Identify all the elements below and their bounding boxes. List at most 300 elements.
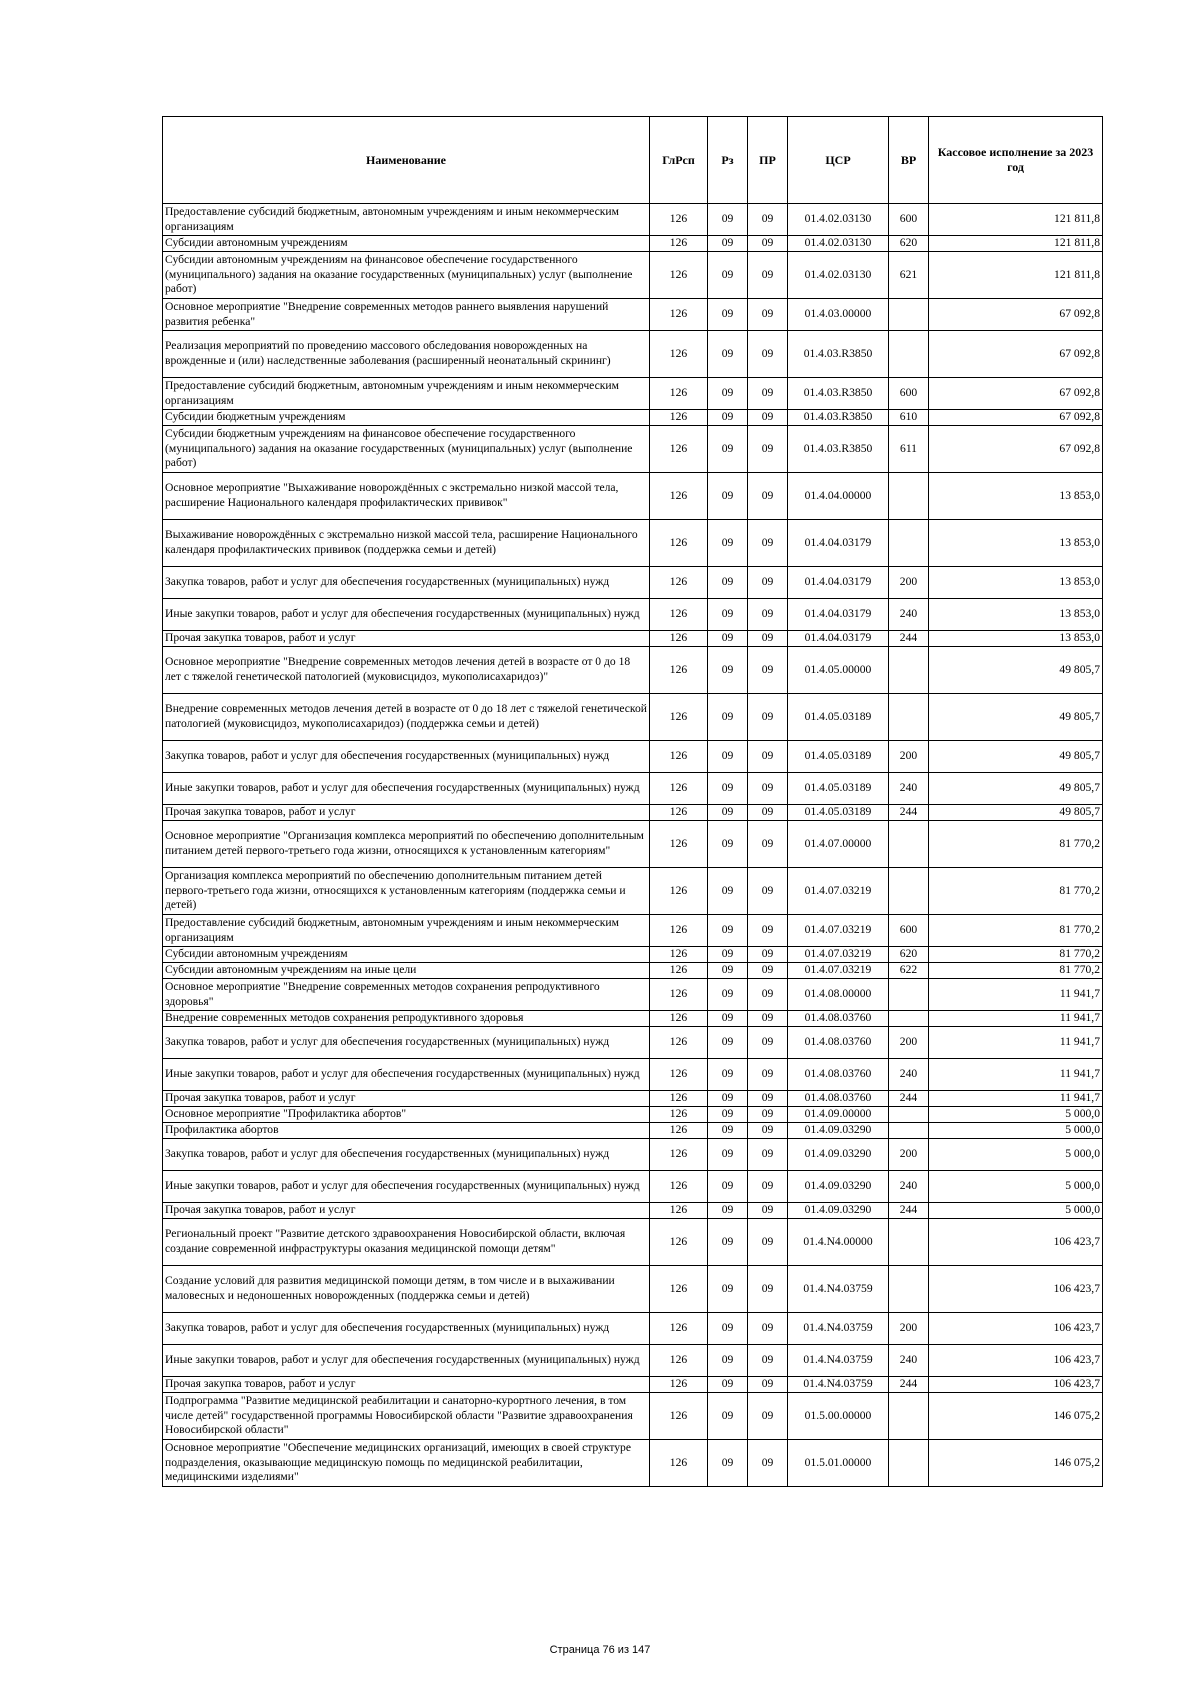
table-row <box>163 410 1103 426</box>
row-vr <box>889 1393 929 1440</box>
table-row <box>163 1440 1103 1487</box>
row-vr: 200 <box>889 1313 929 1345</box>
row-rz: 09 <box>708 868 748 915</box>
row-rz: 09 <box>708 1171 748 1203</box>
header-csr: ЦСР <box>788 117 889 204</box>
row-vr: 610 <box>889 410 929 426</box>
row-csr: 01.4.05.03189 <box>788 741 889 773</box>
row-glrsp: 126 <box>650 1059 708 1091</box>
table-row <box>163 236 1103 252</box>
row-glrsp: 126 <box>650 299 708 331</box>
row-rz: 09 <box>708 1091 748 1107</box>
row-glrsp: 126 <box>650 1171 708 1203</box>
row-pr: 09 <box>748 947 788 963</box>
row-pr: 09 <box>748 378 788 410</box>
row-rz: 09 <box>708 773 748 805</box>
row-amount: 121 811,8 <box>929 236 1103 252</box>
table-row <box>163 567 1103 599</box>
row-rz: 09 <box>708 1219 748 1266</box>
row-pr: 09 <box>748 1011 788 1027</box>
table-row <box>163 1107 1103 1123</box>
row-vr <box>889 694 929 741</box>
row-rz: 09 <box>708 236 748 252</box>
row-glrsp: 126 <box>650 410 708 426</box>
row-rz: 09 <box>708 647 748 694</box>
table-row <box>163 299 1103 331</box>
row-pr: 09 <box>748 915 788 947</box>
row-pr: 09 <box>748 236 788 252</box>
row-csr: 01.4.03.00000 <box>788 299 889 331</box>
row-name: Прочая закупка товаров, работ и услуг <box>163 1091 650 1107</box>
row-glrsp: 126 <box>650 1091 708 1107</box>
row-csr: 01.4.07.03219 <box>788 947 889 963</box>
header-glrsp: ГлРсп <box>650 117 708 204</box>
row-csr: 01.4.N4.03759 <box>788 1313 889 1345</box>
row-csr: 01.4.N4.03759 <box>788 1377 889 1393</box>
row-vr <box>889 520 929 567</box>
row-csr: 01.4.08.03760 <box>788 1011 889 1027</box>
row-vr: 240 <box>889 599 929 631</box>
table-row <box>163 599 1103 631</box>
row-vr: 244 <box>889 631 929 647</box>
row-amount: 106 423,7 <box>929 1345 1103 1377</box>
row-name: Закупка товаров, работ и услуг для обеспечения государственных (муниципальных) нужд <box>163 741 650 773</box>
row-pr: 09 <box>748 1123 788 1139</box>
row-name: Субсидии автономным учреждениям на иные цели <box>163 963 650 979</box>
table-row <box>163 694 1103 741</box>
row-pr: 09 <box>748 1377 788 1393</box>
table-row <box>163 1393 1103 1440</box>
row-rz: 09 <box>708 426 748 473</box>
row-csr: 01.4.08.03760 <box>788 1091 889 1107</box>
row-pr: 09 <box>748 426 788 473</box>
row-glrsp: 126 <box>650 1107 708 1123</box>
row-pr: 09 <box>748 1313 788 1345</box>
row-vr <box>889 299 929 331</box>
row-csr: 01.4.02.03130 <box>788 236 889 252</box>
row-pr: 09 <box>748 1393 788 1440</box>
row-name: Субсидии автономным учреждениям на финансовое обеспечение государственного (муниципального) задания на оказание государственных (муниципальных) услуг (выполнение работ) <box>163 252 650 299</box>
row-glrsp: 126 <box>650 631 708 647</box>
row-rz: 09 <box>708 915 748 947</box>
row-amount: 67 092,8 <box>929 426 1103 473</box>
row-rz: 09 <box>708 694 748 741</box>
row-glrsp: 126 <box>650 1139 708 1171</box>
row-csr: 01.4.05.03189 <box>788 694 889 741</box>
row-csr: 01.4.05.00000 <box>788 647 889 694</box>
row-rz: 09 <box>708 1313 748 1345</box>
table-row <box>163 1266 1103 1313</box>
table-row <box>163 915 1103 947</box>
row-vr: 244 <box>889 1203 929 1219</box>
row-glrsp: 126 <box>650 1011 708 1027</box>
table-row <box>163 821 1103 868</box>
row-csr: 01.4.N4.03759 <box>788 1266 889 1313</box>
row-glrsp: 126 <box>650 236 708 252</box>
table-row <box>163 1345 1103 1377</box>
row-vr <box>889 473 929 520</box>
row-amount: 81 770,2 <box>929 963 1103 979</box>
budget-table <box>162 116 1103 1487</box>
row-glrsp: 126 <box>650 1203 708 1219</box>
row-rz: 09 <box>708 1377 748 1393</box>
header-vr: ВР <box>889 117 929 204</box>
row-csr: 01.4.07.03219 <box>788 915 889 947</box>
row-glrsp: 126 <box>650 1313 708 1345</box>
table-header-row <box>163 117 1103 204</box>
row-name: Субсидии автономным учреждениям <box>163 947 650 963</box>
row-csr: 01.4.04.03179 <box>788 567 889 599</box>
row-pr: 09 <box>748 631 788 647</box>
row-vr: 244 <box>889 805 929 821</box>
row-vr <box>889 979 929 1011</box>
row-name: Закупка товаров, работ и услуг для обеспечения государственных (муниципальных) нужд <box>163 1027 650 1059</box>
row-name: Прочая закупка товаров, работ и услуг <box>163 1377 650 1393</box>
row-vr: 621 <box>889 252 929 299</box>
row-name: Прочая закупка товаров, работ и услуг <box>163 631 650 647</box>
row-name: Субсидии бюджетным учреждениям <box>163 410 650 426</box>
row-glrsp: 126 <box>650 426 708 473</box>
row-amount: 13 853,0 <box>929 631 1103 647</box>
table-row <box>163 1139 1103 1171</box>
row-glrsp: 126 <box>650 979 708 1011</box>
row-rz: 09 <box>708 963 748 979</box>
row-csr: 01.4.07.03219 <box>788 868 889 915</box>
row-csr: 01.4.03.R3850 <box>788 410 889 426</box>
table-row <box>163 1171 1103 1203</box>
row-amount: 11 941,7 <box>929 1011 1103 1027</box>
table-row <box>163 979 1103 1011</box>
table-row <box>163 1027 1103 1059</box>
row-vr: 244 <box>889 1091 929 1107</box>
row-amount: 121 811,8 <box>929 204 1103 236</box>
row-rz: 09 <box>708 1266 748 1313</box>
row-amount: 81 770,2 <box>929 868 1103 915</box>
row-amount: 11 941,7 <box>929 1027 1103 1059</box>
row-pr: 09 <box>748 647 788 694</box>
row-vr: 240 <box>889 1171 929 1203</box>
row-rz: 09 <box>708 520 748 567</box>
row-pr: 09 <box>748 1059 788 1091</box>
row-csr: 01.4.07.00000 <box>788 821 889 868</box>
row-rz: 09 <box>708 1345 748 1377</box>
table-row <box>163 252 1103 299</box>
row-glrsp: 126 <box>650 741 708 773</box>
table-row <box>163 378 1103 410</box>
table-row <box>163 805 1103 821</box>
row-rz: 09 <box>708 1139 748 1171</box>
row-rz: 09 <box>708 1203 748 1219</box>
row-rz: 09 <box>708 299 748 331</box>
row-pr: 09 <box>748 1440 788 1487</box>
row-glrsp: 126 <box>650 1393 708 1440</box>
row-rz: 09 <box>708 1123 748 1139</box>
row-amount: 5 000,0 <box>929 1107 1103 1123</box>
row-csr: 01.4.02.03130 <box>788 204 889 236</box>
row-rz: 09 <box>708 204 748 236</box>
row-glrsp: 126 <box>650 599 708 631</box>
row-amount: 106 423,7 <box>929 1266 1103 1313</box>
row-rz: 09 <box>708 410 748 426</box>
row-rz: 09 <box>708 805 748 821</box>
table-row <box>163 1059 1103 1091</box>
row-pr: 09 <box>748 599 788 631</box>
row-pr: 09 <box>748 1266 788 1313</box>
row-pr: 09 <box>748 821 788 868</box>
row-vr <box>889 331 929 378</box>
row-vr: 600 <box>889 915 929 947</box>
row-csr: 01.4.N4.03759 <box>788 1345 889 1377</box>
row-glrsp: 126 <box>650 963 708 979</box>
row-rz: 09 <box>708 1107 748 1123</box>
row-amount: 49 805,7 <box>929 647 1103 694</box>
table-row <box>163 647 1103 694</box>
row-name: Предоставление субсидий бюджетным, автономным учреждениям и иным некоммерческим организациям <box>163 378 650 410</box>
row-amount: 67 092,8 <box>929 331 1103 378</box>
row-name: Внедрение современных методов сохранения репродуктивного здоровья <box>163 1011 650 1027</box>
table-row <box>163 1313 1103 1345</box>
row-csr: 01.4.04.00000 <box>788 473 889 520</box>
row-name: Иные закупки товаров, работ и услуг для обеспечения государственных (муниципальных) нужд <box>163 1171 650 1203</box>
row-name: Основное мероприятие "Организация комплекса мероприятий по обеспечению дополнительным питанием детей первого-третьего года жизни, относящихся к установленным категориям" <box>163 821 650 868</box>
row-rz: 09 <box>708 378 748 410</box>
row-amount: 106 423,7 <box>929 1219 1103 1266</box>
row-rz: 09 <box>708 821 748 868</box>
row-amount: 11 941,7 <box>929 979 1103 1011</box>
row-name: Реализация мероприятий по проведению массового обследования новорожденных на врожденные и (или) наследственные заболевания (расширенный неонатальный скрининг) <box>163 331 650 378</box>
row-glrsp: 126 <box>650 805 708 821</box>
row-amount: 13 853,0 <box>929 599 1103 631</box>
row-vr <box>889 1219 929 1266</box>
row-amount: 146 075,2 <box>929 1393 1103 1440</box>
table-row <box>163 1091 1103 1107</box>
row-amount: 13 853,0 <box>929 520 1103 567</box>
row-pr: 09 <box>748 805 788 821</box>
table-row <box>163 1219 1103 1266</box>
row-name: Основное мероприятие "Выхаживание новорождённых с экстремально низкой массой тела, расширение Национального календаря профилактических прививок" <box>163 473 650 520</box>
row-name: Основное мероприятие "Профилактика абортов" <box>163 1107 650 1123</box>
row-amount: 49 805,7 <box>929 741 1103 773</box>
row-amount: 67 092,8 <box>929 378 1103 410</box>
row-vr <box>889 1011 929 1027</box>
row-csr: 01.4.08.00000 <box>788 979 889 1011</box>
row-pr: 09 <box>748 1091 788 1107</box>
row-amount: 106 423,7 <box>929 1313 1103 1345</box>
row-vr <box>889 868 929 915</box>
row-pr: 09 <box>748 204 788 236</box>
row-glrsp: 126 <box>650 821 708 868</box>
row-vr: 240 <box>889 1059 929 1091</box>
row-name: Закупка товаров, работ и услуг для обеспечения государственных (муниципальных) нужд <box>163 567 650 599</box>
row-csr: 01.4.02.03130 <box>788 252 889 299</box>
row-rz: 09 <box>708 1440 748 1487</box>
row-name: Основное мероприятие "Обеспечение медицинских организаций, имеющих в своей структуре подразделения, оказывающие медицинскую помощь по медицинской реабилитации, медицинскими изделиями" <box>163 1440 650 1487</box>
row-glrsp: 126 <box>650 647 708 694</box>
row-glrsp: 126 <box>650 473 708 520</box>
row-vr: 600 <box>889 378 929 410</box>
row-vr <box>889 1107 929 1123</box>
table-row <box>163 773 1103 805</box>
row-rz: 09 <box>708 567 748 599</box>
row-name: Выхаживание новорождённых с экстремально низкой массой тела, расширение Национального календаря профилактических прививок (поддержка семьи и детей) <box>163 520 650 567</box>
row-glrsp: 126 <box>650 947 708 963</box>
row-name: Организация комплекса мероприятий по обеспечению дополнительным питанием детей первого-третьего года жизни, относящихся к установленным категориям (поддержка семьи и детей) <box>163 868 650 915</box>
row-glrsp: 126 <box>650 204 708 236</box>
table-row <box>163 473 1103 520</box>
row-vr <box>889 647 929 694</box>
row-pr: 09 <box>748 694 788 741</box>
row-pr: 09 <box>748 1219 788 1266</box>
row-glrsp: 126 <box>650 520 708 567</box>
row-rz: 09 <box>708 741 748 773</box>
row-name: Основное мероприятие "Внедрение современных методов лечения детей в возрасте от 0 до 18 лет с тяжелой генетической патологией (муковисцидоз, мукополисахаридоз)" <box>163 647 650 694</box>
table-row <box>163 520 1103 567</box>
row-name: Внедрение современных методов лечения детей в возрасте от 0 до 18 лет с тяжелой генетической патологией (муковисцидоз, мукополисахаридоз) (поддержка семьи и детей) <box>163 694 650 741</box>
row-pr: 09 <box>748 1203 788 1219</box>
row-amount: 49 805,7 <box>929 773 1103 805</box>
row-name: Предоставление субсидий бюджетным, автономным учреждениям и иным некоммерческим организациям <box>163 915 650 947</box>
row-csr: 01.4.09.03290 <box>788 1171 889 1203</box>
row-glrsp: 126 <box>650 1377 708 1393</box>
row-csr: 01.4.04.03179 <box>788 599 889 631</box>
row-rz: 09 <box>708 252 748 299</box>
row-glrsp: 126 <box>650 1219 708 1266</box>
row-csr: 01.4.08.03760 <box>788 1027 889 1059</box>
table-row <box>163 1377 1103 1393</box>
table-row <box>163 631 1103 647</box>
row-pr: 09 <box>748 410 788 426</box>
table-row <box>163 1011 1103 1027</box>
row-amount: 5 000,0 <box>929 1123 1103 1139</box>
row-csr: 01.5.00.00000 <box>788 1393 889 1440</box>
row-vr: 244 <box>889 1377 929 1393</box>
row-name: Основное мероприятие "Внедрение современных методов раннего выявления нарушений развития ребенка" <box>163 299 650 331</box>
row-pr: 09 <box>748 299 788 331</box>
row-glrsp: 126 <box>650 868 708 915</box>
row-vr <box>889 1266 929 1313</box>
table-body <box>163 204 1103 1487</box>
row-glrsp: 126 <box>650 252 708 299</box>
row-amount: 67 092,8 <box>929 299 1103 331</box>
row-name: Иные закупки товаров, работ и услуг для обеспечения государственных (муниципальных) нужд <box>163 773 650 805</box>
row-name: Прочая закупка товаров, работ и услуг <box>163 805 650 821</box>
row-vr <box>889 1440 929 1487</box>
row-csr: 01.4.09.00000 <box>788 1107 889 1123</box>
row-csr: 01.4.08.03760 <box>788 1059 889 1091</box>
row-csr: 01.4.04.03179 <box>788 631 889 647</box>
row-amount: 5 000,0 <box>929 1139 1103 1171</box>
table-row <box>163 426 1103 473</box>
row-rz: 09 <box>708 1393 748 1440</box>
row-rz: 09 <box>708 1059 748 1091</box>
row-amount: 121 811,8 <box>929 252 1103 299</box>
row-amount: 13 853,0 <box>929 567 1103 599</box>
row-amount: 81 770,2 <box>929 947 1103 963</box>
row-name: Закупка товаров, работ и услуг для обеспечения государственных (муниципальных) нужд <box>163 1313 650 1345</box>
row-glrsp: 126 <box>650 1123 708 1139</box>
row-csr: 01.5.01.00000 <box>788 1440 889 1487</box>
row-csr: 01.4.05.03189 <box>788 805 889 821</box>
table-row <box>163 1123 1103 1139</box>
row-amount: 13 853,0 <box>929 473 1103 520</box>
row-name: Региональный проект "Развитие детского здравоохранения Новосибирской области, включая создание современной инфраструктуры оказания медицинской помощи детям" <box>163 1219 650 1266</box>
table-row <box>163 1203 1103 1219</box>
row-glrsp: 126 <box>650 773 708 805</box>
row-rz: 09 <box>708 473 748 520</box>
row-amount: 106 423,7 <box>929 1377 1103 1393</box>
row-name: Предоставление субсидий бюджетным, автономным учреждениям и иным некоммерческим организациям <box>163 204 650 236</box>
row-glrsp: 126 <box>650 331 708 378</box>
row-csr: 01.4.05.03189 <box>788 773 889 805</box>
row-vr <box>889 821 929 868</box>
row-csr: 01.4.09.03290 <box>788 1139 889 1171</box>
row-vr <box>889 1123 929 1139</box>
row-name: Иные закупки товаров, работ и услуг для обеспечения государственных (муниципальных) нужд <box>163 1345 650 1377</box>
row-glrsp: 126 <box>650 378 708 410</box>
row-amount: 49 805,7 <box>929 694 1103 741</box>
header-amount: Кассовое исполнение за 2023 год <box>929 117 1103 204</box>
row-pr: 09 <box>748 741 788 773</box>
row-vr: 200 <box>889 1027 929 1059</box>
row-pr: 09 <box>748 1139 788 1171</box>
row-vr: 240 <box>889 773 929 805</box>
row-vr: 240 <box>889 1345 929 1377</box>
row-rz: 09 <box>708 979 748 1011</box>
row-csr: 01.4.09.03290 <box>788 1203 889 1219</box>
row-amount: 5 000,0 <box>929 1203 1103 1219</box>
page-number: Страница 76 из 147 <box>549 1644 651 1656</box>
row-pr: 09 <box>748 567 788 599</box>
row-pr: 09 <box>748 331 788 378</box>
row-amount: 49 805,7 <box>929 805 1103 821</box>
row-vr: 600 <box>889 204 929 236</box>
row-pr: 09 <box>748 979 788 1011</box>
table-row <box>163 963 1103 979</box>
row-vr: 611 <box>889 426 929 473</box>
row-pr: 09 <box>748 520 788 567</box>
row-name: Субсидии бюджетным учреждениям на финансовое обеспечение государственного (муниципального) задания на оказание государственных (муниципальных) услуг (выполнение работ) <box>163 426 650 473</box>
row-csr: 01.4.04.03179 <box>788 520 889 567</box>
row-rz: 09 <box>708 331 748 378</box>
row-vr: 620 <box>889 947 929 963</box>
row-pr: 09 <box>748 473 788 520</box>
header-name: Наименование <box>163 117 650 204</box>
row-name: Основное мероприятие "Внедрение современных методов сохранения репродуктивного здоровья" <box>163 979 650 1011</box>
row-csr: 01.4.03.R3850 <box>788 378 889 410</box>
row-amount: 81 770,2 <box>929 915 1103 947</box>
row-rz: 09 <box>708 631 748 647</box>
row-csr: 01.4.N4.00000 <box>788 1219 889 1266</box>
row-pr: 09 <box>748 1345 788 1377</box>
row-pr: 09 <box>748 868 788 915</box>
row-name: Субсидии автономным учреждениям <box>163 236 650 252</box>
row-amount: 11 941,7 <box>929 1091 1103 1107</box>
row-glrsp: 126 <box>650 915 708 947</box>
row-name: Прочая закупка товаров, работ и услуг <box>163 1203 650 1219</box>
row-name: Закупка товаров, работ и услуг для обеспечения государственных (муниципальных) нужд <box>163 1139 650 1171</box>
row-glrsp: 126 <box>650 1266 708 1313</box>
row-csr: 01.4.09.03290 <box>788 1123 889 1139</box>
row-vr: 200 <box>889 567 929 599</box>
header-rz: Рз <box>708 117 748 204</box>
row-vr: 622 <box>889 963 929 979</box>
row-rz: 09 <box>708 947 748 963</box>
table-row <box>163 741 1103 773</box>
row-vr: 200 <box>889 1139 929 1171</box>
row-vr: 620 <box>889 236 929 252</box>
row-vr: 200 <box>889 741 929 773</box>
row-amount: 146 075,2 <box>929 1440 1103 1487</box>
